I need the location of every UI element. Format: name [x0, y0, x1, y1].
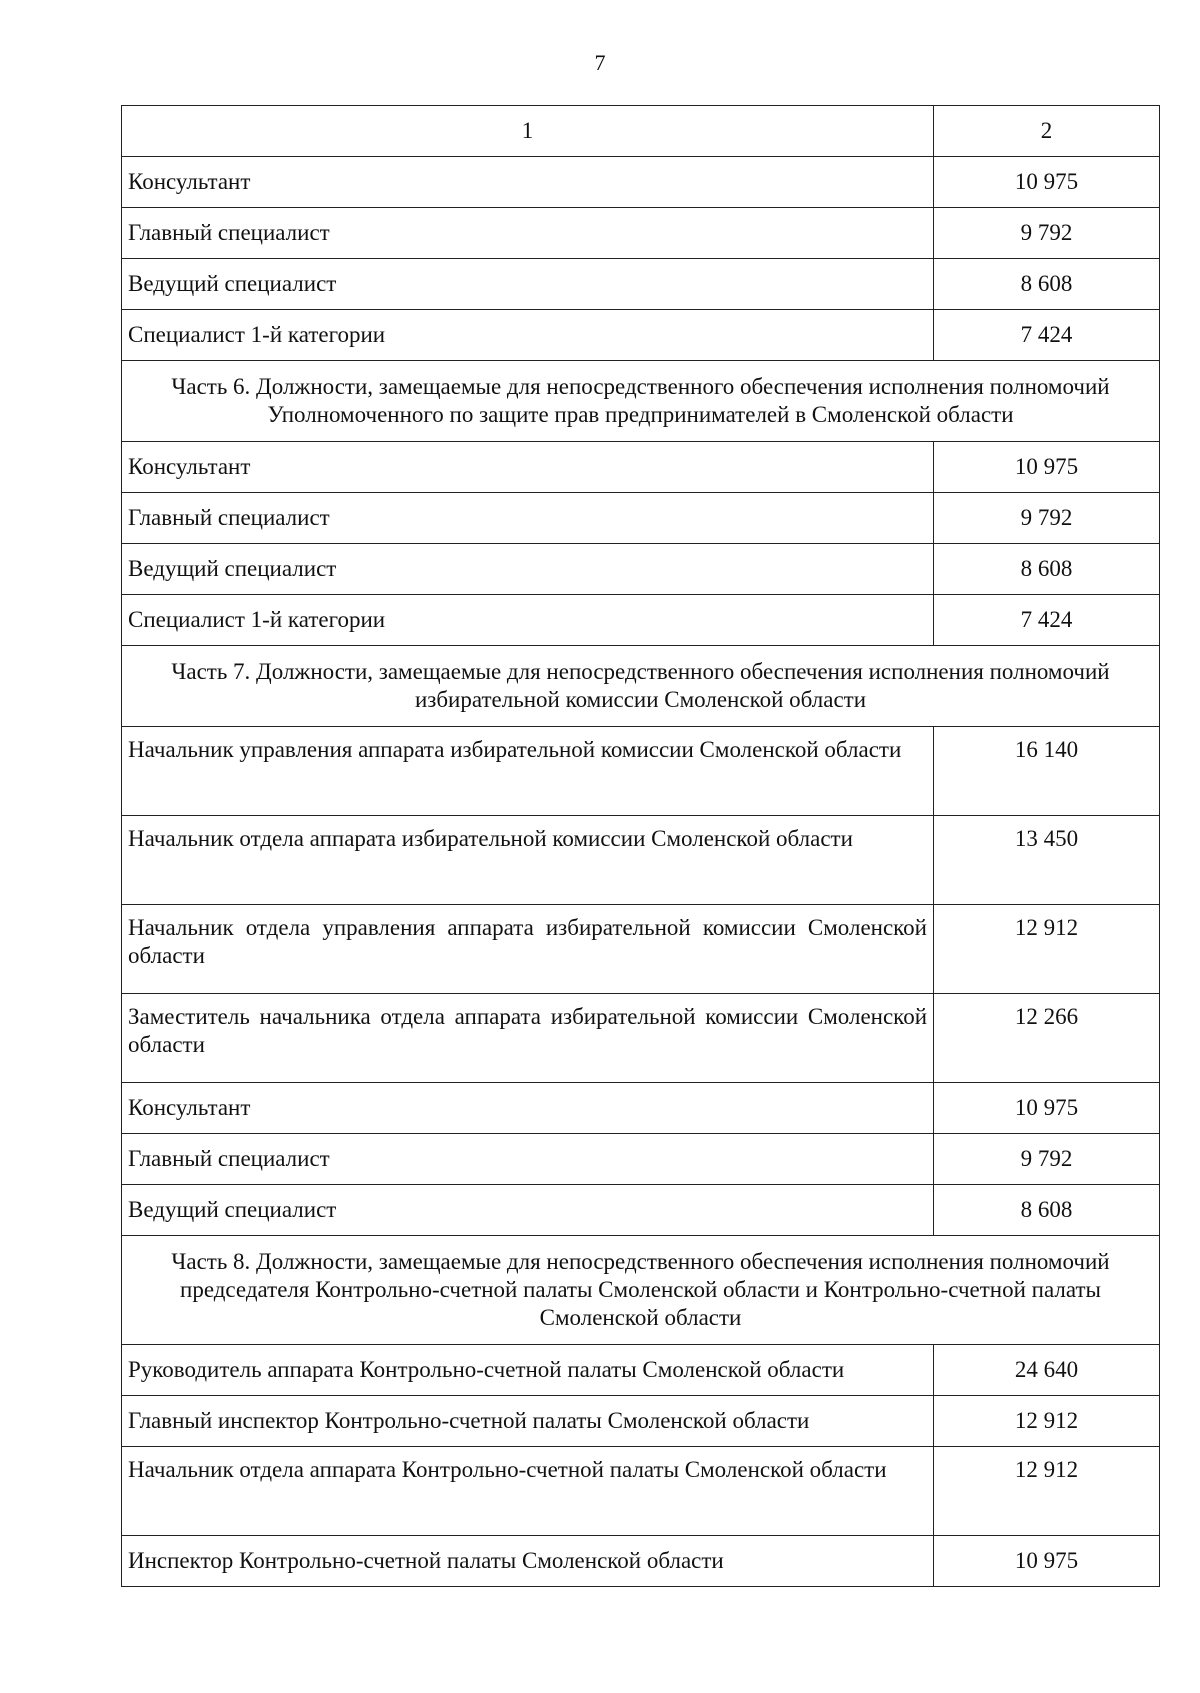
- position-name: Начальник управления аппарата избирательной комиссии Смоленской области: [122, 727, 934, 816]
- table-row: [122, 1083, 1160, 1134]
- position-name: Руководитель аппарата Контрольно-счетной палаты Смоленской области: [122, 1345, 934, 1396]
- salary-value: 12 912: [934, 1447, 1160, 1536]
- column-header-1: 1: [122, 106, 934, 157]
- salary-value: 9 792: [934, 1134, 1160, 1185]
- salary-value: 12 912: [934, 905, 1160, 994]
- position-name: Начальник отдела управления аппарата избирательной комиссии Смоленской области: [122, 905, 934, 994]
- table-row: [122, 1396, 1160, 1447]
- salary-value: 12 266: [934, 994, 1160, 1083]
- salary-value: 10 975: [934, 442, 1160, 493]
- salary-value: 13 450: [934, 816, 1160, 905]
- salary-table: [121, 105, 1160, 1587]
- table-row: [122, 157, 1160, 208]
- position-name: Ведущий специалист: [122, 1185, 934, 1236]
- section-row: [122, 646, 1160, 727]
- position-name: Специалист 1-й категории: [122, 595, 934, 646]
- position-name: Главный специалист: [122, 1134, 934, 1185]
- salary-value: 9 792: [934, 208, 1160, 259]
- table-row: [122, 727, 1160, 816]
- table-row: [122, 208, 1160, 259]
- table-row: [122, 595, 1160, 646]
- table-row: [122, 1447, 1160, 1536]
- table-row: [122, 994, 1160, 1083]
- salary-value: 7 424: [934, 310, 1160, 361]
- position-name: Заместитель начальника отдела аппарата избирательной комиссии Смоленской области: [122, 994, 934, 1083]
- position-name: Консультант: [122, 157, 934, 208]
- table-row: [122, 905, 1160, 994]
- table-row: [122, 493, 1160, 544]
- salary-value: 24 640: [934, 1345, 1160, 1396]
- section-row: [122, 361, 1160, 442]
- table-row: [122, 544, 1160, 595]
- position-name: Главный специалист: [122, 493, 934, 544]
- page-number: 7: [594, 50, 606, 75]
- position-name: Консультант: [122, 1083, 934, 1134]
- section-heading-part-7: Часть 7. Должности, замещаемые для непосредственного обеспечения исполнения полномочий избирательной комиссии Смоленской области: [122, 646, 1160, 727]
- position-name: Консультант: [122, 442, 934, 493]
- table-row: [122, 1134, 1160, 1185]
- position-name: Начальник отдела аппарата Контрольно-счетной палаты Смоленской области: [122, 1447, 934, 1536]
- section-heading-part-8: Часть 8. Должности, замещаемые для непосредственного обеспечения исполнения полномочий председателя Контрольно-счетной палаты Смоленской области и Контрольно-счетной палаты Смоленской области: [122, 1236, 1160, 1345]
- section-heading-part-6: Часть 6. Должности, замещаемые для непосредственного обеспечения исполнения полномочий Уполномоченного по защите прав предпринимателей в Смоленской области: [122, 361, 1160, 442]
- table-row: [122, 1345, 1160, 1396]
- position-name: Специалист 1-й категории: [122, 310, 934, 361]
- position-name: Начальник отдела аппарата избирательной комиссии Смоленской области: [122, 816, 934, 905]
- position-name: Главный инспектор Контрольно-счетной палаты Смоленской области: [122, 1396, 934, 1447]
- salary-value: 12 912: [934, 1396, 1160, 1447]
- salary-value: 10 975: [934, 1083, 1160, 1134]
- salary-value: 9 792: [934, 493, 1160, 544]
- salary-value: 10 975: [934, 157, 1160, 208]
- salary-value: 16 140: [934, 727, 1160, 816]
- position-name: Ведущий специалист: [122, 544, 934, 595]
- salary-value: 8 608: [934, 1185, 1160, 1236]
- salary-value: 7 424: [934, 595, 1160, 646]
- table-row: [122, 310, 1160, 361]
- salary-value: 8 608: [934, 259, 1160, 310]
- position-name: Главный специалист: [122, 208, 934, 259]
- section-row: [122, 1236, 1160, 1345]
- salary-value: 8 608: [934, 544, 1160, 595]
- column-header-2: 2: [934, 106, 1160, 157]
- position-name: Инспектор Контрольно-счетной палаты Смоленской области: [122, 1536, 934, 1587]
- salary-value: 10 975: [934, 1536, 1160, 1587]
- position-name: Ведущий специалист: [122, 259, 934, 310]
- table-row: [122, 1185, 1160, 1236]
- table-row: [122, 1536, 1160, 1587]
- table-row: [122, 816, 1160, 905]
- table-row: [122, 259, 1160, 310]
- table-header-row: [122, 106, 1160, 157]
- table-row: [122, 442, 1160, 493]
